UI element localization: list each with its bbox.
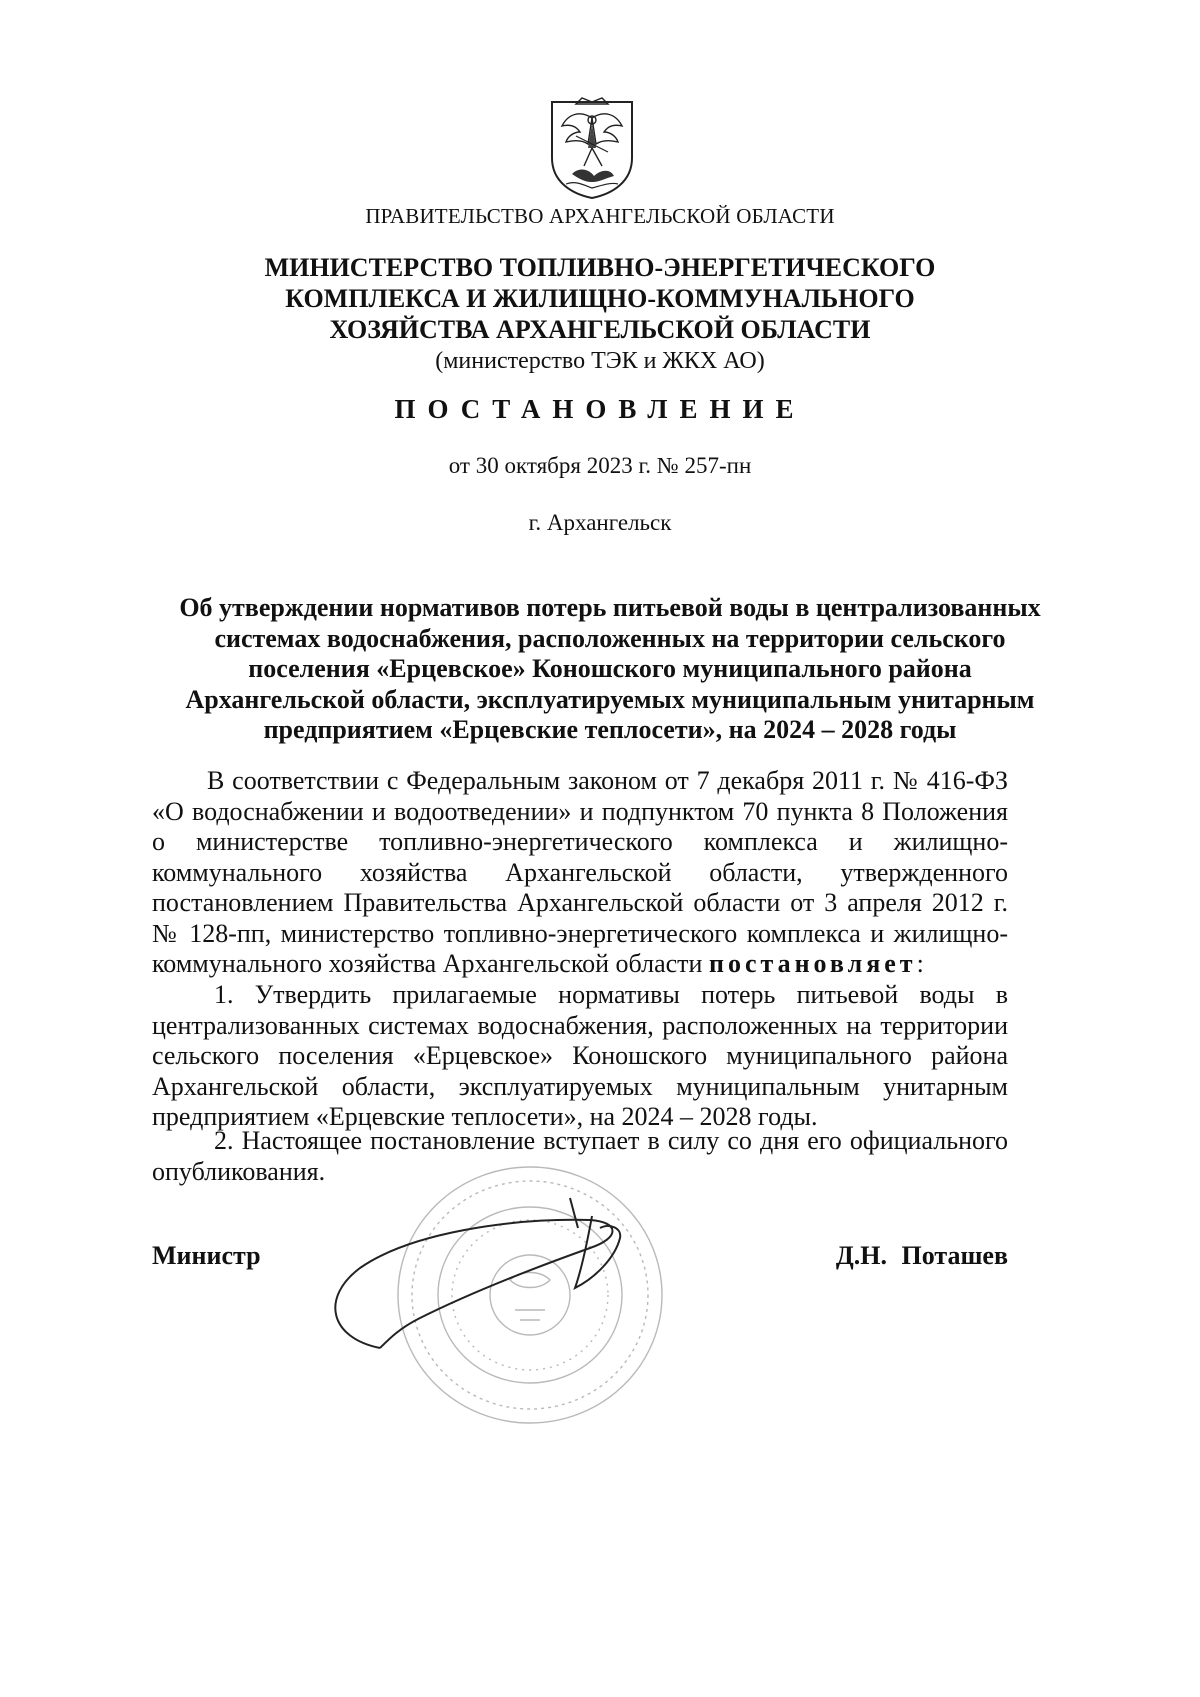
preamble-text: В соответствии с Федеральным законом от 7 декабря 2011 г. № 416-ФЗ «О водоснабжении и водоотведении» и подпунктом 70 пункта 8 Положения о министерстве топливно-энергетического комплекса и жилищно-коммунального хозяйства Архангельской области, утвержденного постановлением Правительства Архангельской области от 3 апреля 2012 г. № 128-пп, министерство топливно-энергетического комплекса и жилищно-коммунального хозяйства Архангельской области bbox=[152, 766, 1008, 978]
ministry-name-line: МИНИСТЕРСТВО ТОПЛИВНО-ЭНЕРГЕТИЧЕСКОГО bbox=[264, 253, 936, 282]
decree-colon: : bbox=[916, 949, 924, 978]
subject-line: Об утверждении нормативов потерь питьевой воды в централизованных bbox=[179, 593, 1041, 622]
decree-item-1: 1. Утвердить прилагаемые нормативы потерь питьевой воды в централизованных системах водоснабжения, расположенных на территории сельского поселения «Ерцевское» Коношского муниципального района Архангельской области, эксплуатируемых муниципальным унитарным предприятием «Ерцевские теплосети», на 2024 – 2028 годы. bbox=[152, 980, 1008, 1131]
document-subject bbox=[150, 593, 1070, 746]
signatory-name: Д.Н. Поташев bbox=[835, 1241, 1008, 1270]
ministry-name-line: КОМПЛЕКСА И ЖИЛИЩНО-КОММУНАЛЬНОГО bbox=[285, 284, 915, 313]
government-name: ПРАВИТЕЛЬСТВО АРХАНГЕЛЬСКОЙ ОБЛАСТИ bbox=[365, 204, 835, 228]
signatory-role: Министр bbox=[152, 1241, 261, 1270]
decree-item-2: 2. Настоящее постановление вступает в силу со дня его официального опубликования. bbox=[152, 1126, 1008, 1186]
subject-line: поселения «Ерцевское» Коношского муниципального района bbox=[248, 654, 972, 684]
preamble-paragraph bbox=[152, 766, 1008, 980]
document-type: ПОСТАНОВЛЕНИЕ bbox=[394, 394, 806, 424]
document-date-number: от 30 октября 2023 г. № 257-пн bbox=[448, 453, 752, 478]
coat-of-arms-icon bbox=[546, 96, 638, 200]
document-city: г. Архангельск bbox=[528, 510, 672, 535]
ministry-name-line: ХОЗЯЙСТВА АРХАНГЕЛЬСКОЙ ОБЛАСТИ bbox=[329, 315, 871, 344]
handwritten-signature-icon bbox=[320, 1188, 650, 1358]
subject-line: предприятием «Ерцевские теплосети», на 2024 – 2028 годы bbox=[263, 715, 957, 745]
ministry-name bbox=[0, 252, 1200, 345]
subject-line: Архангельской области, эксплуатируемых муниципальным унитарным bbox=[185, 684, 1035, 714]
subject-line: системах водоснабжения, расположенных на территории сельского bbox=[214, 623, 1006, 653]
decree-word: постановляет bbox=[708, 949, 917, 978]
ministry-short-name: (министерство ТЭК и ЖКХ АО) bbox=[435, 348, 765, 374]
